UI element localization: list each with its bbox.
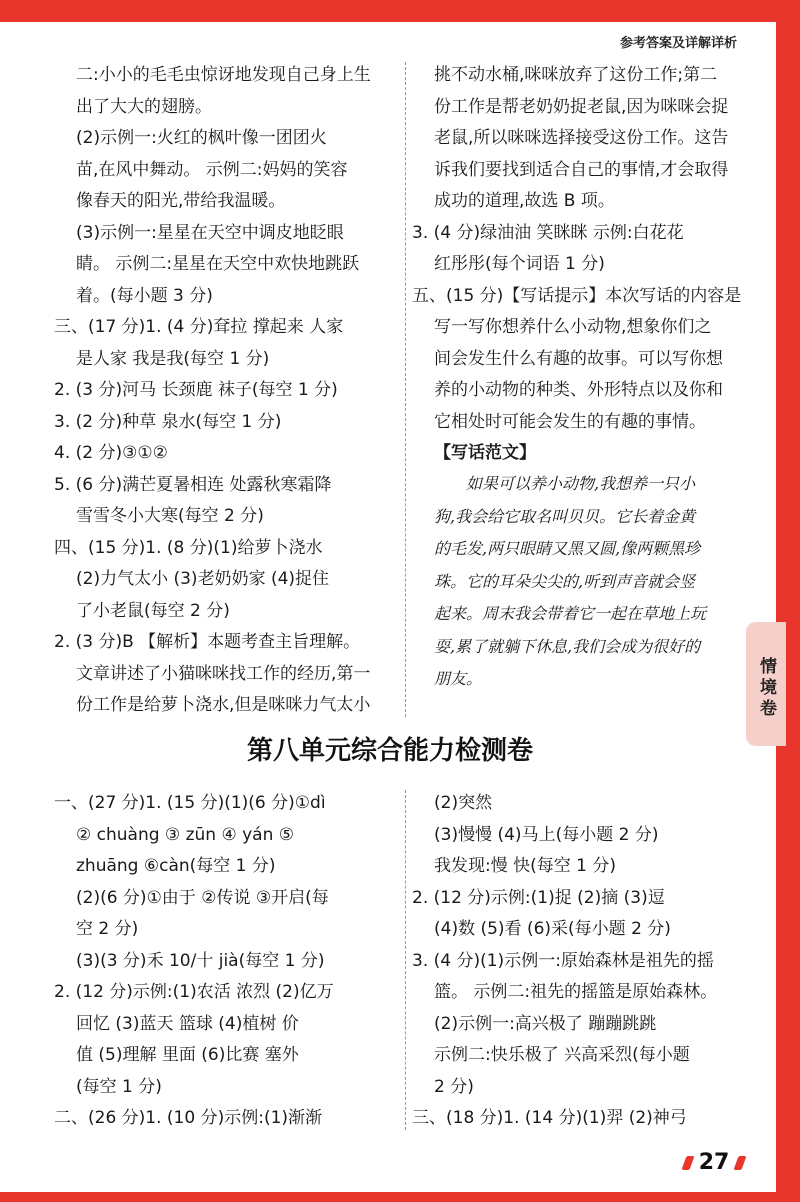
- text-line: 我发现:慢 快(每空 1 分): [434, 856, 617, 876]
- text-line: 了小老鼠(每空 2 分): [76, 600, 230, 621]
- text-line: (2)示例一:高兴极了 蹦蹦跳跳: [434, 1013, 657, 1034]
- text-line: 文章讲述了小猫咪咪找工作的经历,第一: [76, 663, 371, 684]
- essay-line: 的毛发,两只眼睛又黑又圆,像两颗黑珍: [434, 539, 701, 558]
- text-line: 老鼠,所以咪咪选择接受这份工作。这告: [434, 128, 729, 148]
- text-line: 四、(15 分)1. (8 分)(1)给萝卜浇水: [54, 537, 323, 558]
- text-line: 份工作是帮老奶奶捉老鼠,因为咪咪会捉: [434, 96, 729, 117]
- text-line: 间会发生什么有趣的故事。可以写你想: [434, 348, 723, 369]
- text-line: 值 (5)理解 里面 (6)比赛 塞外: [76, 1045, 299, 1065]
- top-border: [0, 0, 800, 22]
- essay-line: 朋友。: [434, 669, 483, 688]
- text-line: (2)突然: [434, 793, 493, 813]
- text-line: ② chuàng ③ zūn ④ yán ⑤: [76, 824, 294, 845]
- text-line: 红彤彤(每个词语 1 分): [434, 254, 605, 274]
- text-line: (4)数 (5)看 (6)采(每小题 2 分): [434, 919, 671, 939]
- essay-line: 如果可以养小动物,我想养一只小: [466, 474, 696, 493]
- text-line: (3)慢慢 (4)马上(每小题 2 分): [434, 824, 659, 845]
- text-line: 二:小小的毛毛虫惊讶地发现自己身上生: [76, 65, 371, 85]
- text-line: 3. (4 分)(1)示例一:原始森林是祖先的摇: [412, 950, 714, 971]
- text-line: 成功的道理,故选 B 项。: [434, 191, 615, 211]
- text-line: 是人家 我是我(每空 1 分): [76, 348, 270, 369]
- text-line: (3)示例一:星星在天空中调皮地眨眼: [76, 222, 344, 243]
- text-line: 2. (3 分)河马 长颈鹿 袜子(每空 1 分): [54, 380, 338, 400]
- text-line: 五、(15 分)【写话提示】本次写话的内容是: [412, 285, 742, 306]
- right-border: [776, 0, 800, 1202]
- text-line: 像春天的阳光,带给我温暖。: [76, 191, 286, 211]
- text-line: 诉我们要找到适合自己的事情,才会取得: [434, 159, 729, 180]
- text-line: 睛。 示例二:星星在天空中欢快地跳跃: [76, 254, 360, 274]
- text-line: 2. (12 分)示例:(1)捉 (2)摘 (3)逗: [412, 887, 665, 908]
- text-line: 3. (2 分)种草 泉水(每空 1 分): [54, 411, 282, 432]
- text-line: 苗,在风中舞动。 示例二:妈妈的笑容: [76, 159, 348, 180]
- text-line: 回忆 (3)蓝天 篮球 (4)植树 价: [76, 1013, 299, 1034]
- column-divider: [405, 790, 406, 1130]
- text-line: 份工作是给萝卜浇水,但是咪咪力气太小: [76, 695, 371, 715]
- text-line: 5. (6 分)满芒夏暑相连 处露秋寒霜降: [54, 474, 332, 495]
- text-line: 雪雪冬小大寒(每空 2 分): [76, 506, 264, 526]
- text-line: 三、(17 分)1. (4 分)耷拉 撑起来 人家: [54, 317, 344, 337]
- text-line: 三、(18 分)1. (14 分)(1)羿 (2)神弓: [412, 1108, 687, 1128]
- essay-line: 狗,我会给它取名叫贝贝。它长着金黄: [434, 506, 696, 526]
- text-line: 空 2 分): [76, 919, 139, 939]
- bottom-left-column: [54, 788, 394, 1135]
- text-line: (每空 1 分): [76, 1076, 162, 1097]
- bottom-right-column: [412, 788, 747, 1135]
- text-line: 示例二:快乐极了 兴高采烈(每小题: [434, 1045, 690, 1065]
- page-number: 27: [682, 1148, 746, 1178]
- text-line: 它相处时可能会发生的有趣的事情。: [434, 411, 706, 432]
- essay-line: 起来。周末我会带着它一起在草地上玩: [434, 604, 707, 623]
- side-tab: 情境卷: [746, 622, 786, 746]
- unit-title: 第八单元综合能力检测卷: [246, 736, 533, 766]
- text-line: (3)(3 分)禾 10/十 jià(每空 1 分): [76, 950, 325, 971]
- text-line: 二、(26 分)1. (10 分)示例:(1)渐渐: [54, 1108, 323, 1128]
- top-left-column: [54, 60, 394, 722]
- text-line: 挑不动水桶,咪咪放弃了这份工作;第二: [434, 65, 718, 85]
- essay-heading: 【写话范文】: [434, 443, 536, 463]
- bottom-border: [0, 1192, 800, 1202]
- text-line: 写一写你想养什么小动物,想象你们之: [434, 317, 712, 337]
- text-line: 着。(每小题 3 分): [76, 285, 213, 306]
- column-divider: [405, 62, 406, 717]
- text-line: 出了大大的翅膀。: [76, 96, 212, 117]
- text-line: (2)力气太小 (3)老奶奶家 (4)捉住: [76, 569, 330, 589]
- text-line: 养的小动物的种类、外形特点以及你和: [434, 380, 723, 400]
- text-line: 一、(27 分)1. (15 分)(1)(6 分)①dì: [54, 793, 326, 813]
- text-line: 4. (2 分)③①②: [54, 443, 168, 463]
- text-line: (2)(6 分)①由于 ②传说 ③开启(每: [76, 887, 329, 908]
- essay-line: 珠。它的耳朵尖尖的,听到声音就会竖: [434, 571, 696, 591]
- text-line: 3. (4 分)绿油油 笑眯眯 示例:白花花: [412, 222, 684, 243]
- text-line: zhuāng ⑥càn(每空 1 分): [76, 856, 276, 876]
- text-line: 2. (3 分)B 【解析】本题考查主旨理解。: [54, 632, 361, 652]
- page-header: 参考答案及详解详析: [620, 36, 738, 51]
- text-line: 2. (12 分)示例:(1)农活 浓烈 (2)亿万: [54, 982, 334, 1002]
- essay-line: 耍,累了就躺下休息,我们会成为很好的: [434, 636, 701, 656]
- model-essay: [434, 468, 749, 696]
- text-line: 2 分): [434, 1076, 474, 1097]
- text-line: (2)示例一:火红的枫叶像一团团火: [76, 128, 327, 148]
- top-right-column: [412, 60, 747, 470]
- text-line: 篮。 示例二:祖先的摇篮是原始森林。: [434, 982, 718, 1002]
